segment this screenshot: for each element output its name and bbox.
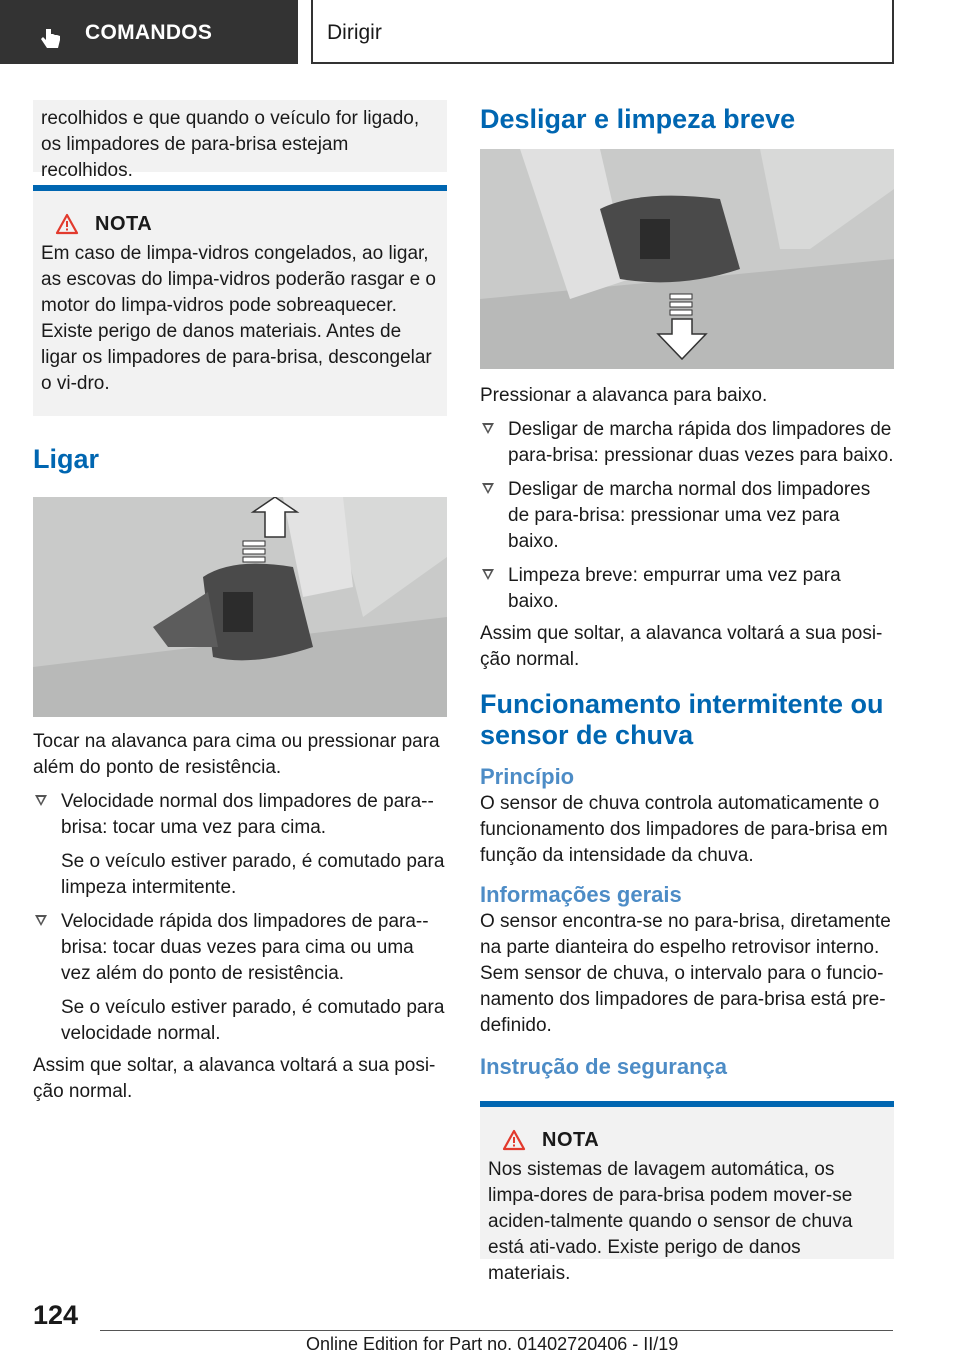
list-item: Desligar de marcha normal dos limpadores de para-brisa: pressionar uma vez para baixo. xyxy=(480,477,894,555)
warning-icon xyxy=(55,213,79,235)
left-column xyxy=(33,100,447,1105)
right-column xyxy=(480,104,894,1284)
note-box xyxy=(480,1107,894,1284)
informacoes-heading: Informações gerais xyxy=(480,882,682,907)
chapter-tab[interactable] xyxy=(311,0,894,64)
note-header xyxy=(41,211,439,237)
edition-note: Online Edition for Part no. 01402720406 - II/19 xyxy=(306,1334,679,1354)
list-item: Limpeza breve: empurrar uma vez para baixo. xyxy=(480,563,894,615)
note-title: NOTA xyxy=(95,213,153,235)
ligar-heading: Ligar xyxy=(33,444,100,474)
list-item: Velocidade normal dos limpadores de para--brisa: tocar uma vez para cima. Se o veículo estiver parado, é comutado para limpeza intermitente. xyxy=(33,789,447,901)
ligar-intro: Tocar na alavanca para cima ou pressionar para além do ponto de resistência. xyxy=(33,731,440,778)
footer-divider xyxy=(100,1330,893,1331)
hand-pointer-icon xyxy=(40,27,62,51)
ligar-outro: Assim que soltar, a alavanca voltará a sua posi-ção normal. xyxy=(33,1055,436,1102)
list-item: Desligar de marcha rápida dos limpadores de para-brisa: pressionar duas vezes para baixo. xyxy=(480,417,894,469)
note-header xyxy=(488,1127,886,1153)
informacoes-text: O sensor encontra-se no para-brisa, diretamente na parte dianteira do espelho retrovisor interno. Sem sensor de chuva, o intervalo para o funcio-namento dos limpadores de para-brisa está pre-definido. xyxy=(480,911,891,1036)
wiper-lever-up-image xyxy=(33,497,447,717)
bullet-triangle-icon xyxy=(482,569,494,580)
warning-icon xyxy=(502,1129,526,1151)
bullet-triangle-icon xyxy=(35,795,47,806)
note-box xyxy=(33,191,447,416)
desligar-outro: Assim que soltar, a alavanca voltará a sua posi-ção normal. xyxy=(480,623,883,670)
note-text: Nos sistemas de lavagem automática, os limpa-dores de para-brisa podem mover-se aciden-talmente quando o sensor de chuva está ati-vado. Existe perigo de danos materiais. xyxy=(488,1159,853,1284)
section-tab[interactable] xyxy=(0,0,298,64)
wiper-lever-down-image xyxy=(480,149,894,369)
principio-heading: Princípio xyxy=(480,764,575,789)
continued-text: recolhidos e que quando o veículo for ligado, os limpadores de para-brisa estejam recolhidos. xyxy=(41,108,420,181)
section-label: COMANDOS xyxy=(85,21,213,44)
seguranca-heading: Instrução de segurança xyxy=(480,1054,727,1079)
desligar-heading: Desligar e limpeza breve xyxy=(480,104,796,134)
desligar-intro: Pressionar a alavanca para baixo. xyxy=(480,385,768,406)
page-number: 124 xyxy=(33,1300,79,1330)
note-text: Em caso de limpa-vidros congelados, ao ligar, as escovas do limpa-vidros poderão rasgar e o motor do limpa-vidros pode sobreaquecer. Existe perigo de danos materiais. Antes de ligar os limpadores de para-brisa, descongelar o vi-dro. xyxy=(41,243,436,394)
chapter-label: Dirigir xyxy=(327,21,382,44)
list-item: Velocidade rápida dos limpadores de para--brisa: tocar duas vezes para cima ou uma vez além do ponto de resistência. Se o veículo estiver parado, é comutado para velocidade normal. xyxy=(33,909,447,1047)
note-title: NOTA xyxy=(542,1129,600,1151)
bullet-triangle-icon xyxy=(35,915,47,926)
intermitente-heading: Funcionamento intermitente ou sensor de chuva xyxy=(480,689,884,750)
principio-text: O sensor de chuva controla automaticamente o funcionamento dos limpadores de para-brisa em função da intensidade da chuva. xyxy=(480,793,888,866)
bullet-triangle-icon xyxy=(482,423,494,434)
continued-box xyxy=(33,100,447,181)
bullet-triangle-icon xyxy=(482,483,494,494)
